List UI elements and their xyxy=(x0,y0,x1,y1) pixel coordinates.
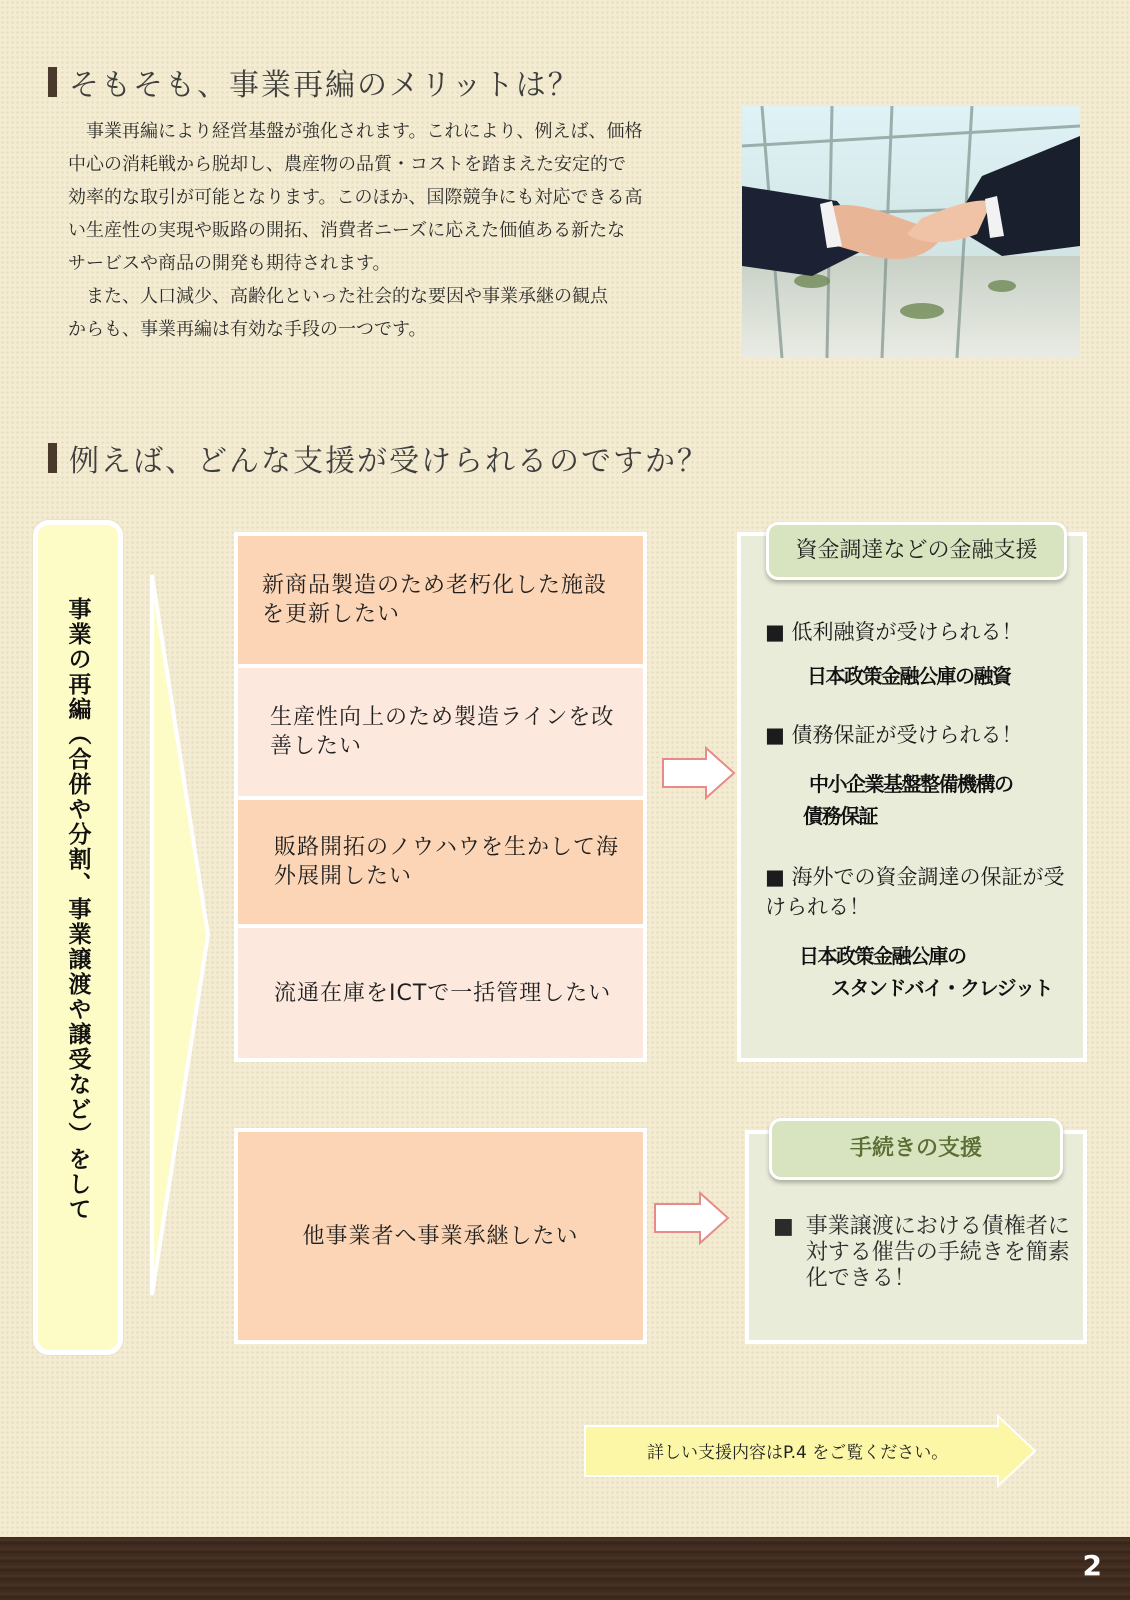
financial-support-panel xyxy=(737,532,1087,1062)
restructuring-band xyxy=(33,520,123,1355)
need-item xyxy=(238,928,643,1058)
intro-line: 効率的な取引が可能となります。このほか、国際競争にも対応できる高 xyxy=(68,187,643,208)
financial-support-title xyxy=(766,522,1067,580)
section-heading-support xyxy=(48,436,709,480)
right-arrow-icon xyxy=(652,1190,732,1246)
footer-bar xyxy=(0,1537,1130,1600)
support-bullet: ■ 海外での資金調達の保証が受けられる！ xyxy=(765,865,1065,919)
need-item xyxy=(238,800,643,928)
support-bullet xyxy=(773,1214,1073,1292)
intro-line: 事業再編により経営基盤が強化されます。これにより、例えば、価格 xyxy=(86,121,643,142)
handshake-illustration xyxy=(742,106,1080,358)
flow-chevron xyxy=(140,570,210,1300)
succession-need xyxy=(234,1128,647,1344)
more-info-text: 詳しい支援内容はP.4 をご覧ください。 xyxy=(647,1443,949,1463)
heading-text: 例えば、どんな支援が受けられるのですか？ xyxy=(69,444,709,479)
intro-line: からも、事業再編は有効な手段の一つです。 xyxy=(68,319,427,340)
intro-line: また、人口減少、高齢化といった社会的な要因や事業承継の観点 xyxy=(86,286,608,307)
bullet-text: 低利融資が受けられる！ xyxy=(791,620,1023,644)
need-text: 生産性向上のため製造ラインを改善したい xyxy=(270,705,615,759)
heading-marker xyxy=(48,443,57,473)
intro-line: い生産性の実現や販路の開拓、消費者ニーズに応えた価値ある新たな xyxy=(68,220,626,241)
restructuring-label: 事業の再編（合併や分割、事業譲渡や譲受など）をして xyxy=(64,597,91,1222)
need-item xyxy=(238,536,643,668)
bullet-text: 事業譲渡における債権者に対する催告の手続きを簡素化できる！ xyxy=(805,1214,1070,1291)
heading-text: そもそも、事業再編のメリットは？ xyxy=(69,68,580,103)
support-organization: 日本政策金融公庫の融資 xyxy=(807,664,1011,688)
heading-marker xyxy=(48,67,57,97)
support-bullet: ■ 債務保証が受けられる！ xyxy=(765,723,1023,747)
bullet-square-icon: ■ xyxy=(773,1214,794,1239)
handshake-photo xyxy=(742,106,1080,358)
bullet-text: 債務保証が受けられる！ xyxy=(791,723,1023,747)
bullet-text: 海外での資金調達の保証が受けられる！ xyxy=(765,865,1065,919)
need-text: 流通在庫をICTで一括管理したい xyxy=(274,980,612,1006)
intro-line: 中心の消耗戦から脱却し、農産物の品質・コストを踏まえた安定的で xyxy=(68,154,626,175)
procedure-support-title-text: 手続きの支援 xyxy=(849,1136,982,1161)
needs-list xyxy=(234,532,647,1062)
support-organization: 日本政策金融公庫の xyxy=(799,944,966,968)
need-text: 新商品製造のため老朽化した施設を更新したい xyxy=(262,573,608,627)
right-arrow-icon xyxy=(660,745,738,801)
support-organization: 債務保証 xyxy=(803,804,877,828)
support-bullet: ■ 低利融資が受けられる！ xyxy=(765,620,1023,644)
financial-support-title-text: 資金調達などの金融支援 xyxy=(795,538,1038,563)
procedure-support-title xyxy=(769,1118,1063,1180)
procedure-support-panel xyxy=(745,1130,1087,1344)
intro-paragraphs xyxy=(68,115,688,346)
support-organization: スタンドバイ・クレジット xyxy=(831,976,1053,1000)
need-item xyxy=(238,1132,643,1340)
intro-line: サービスや商品の開発も期待されます。 xyxy=(68,253,391,274)
support-organization: 中小企業基盤整備機構の xyxy=(809,772,1013,796)
need-item xyxy=(238,668,643,800)
need-text: 販路開拓のノウハウを生かして海外展開したい xyxy=(274,835,620,889)
section-heading-merits xyxy=(48,60,580,104)
need-text: 他事業者へ事業承継したい xyxy=(302,1223,579,1249)
page-number: 2 xyxy=(1082,1549,1102,1582)
